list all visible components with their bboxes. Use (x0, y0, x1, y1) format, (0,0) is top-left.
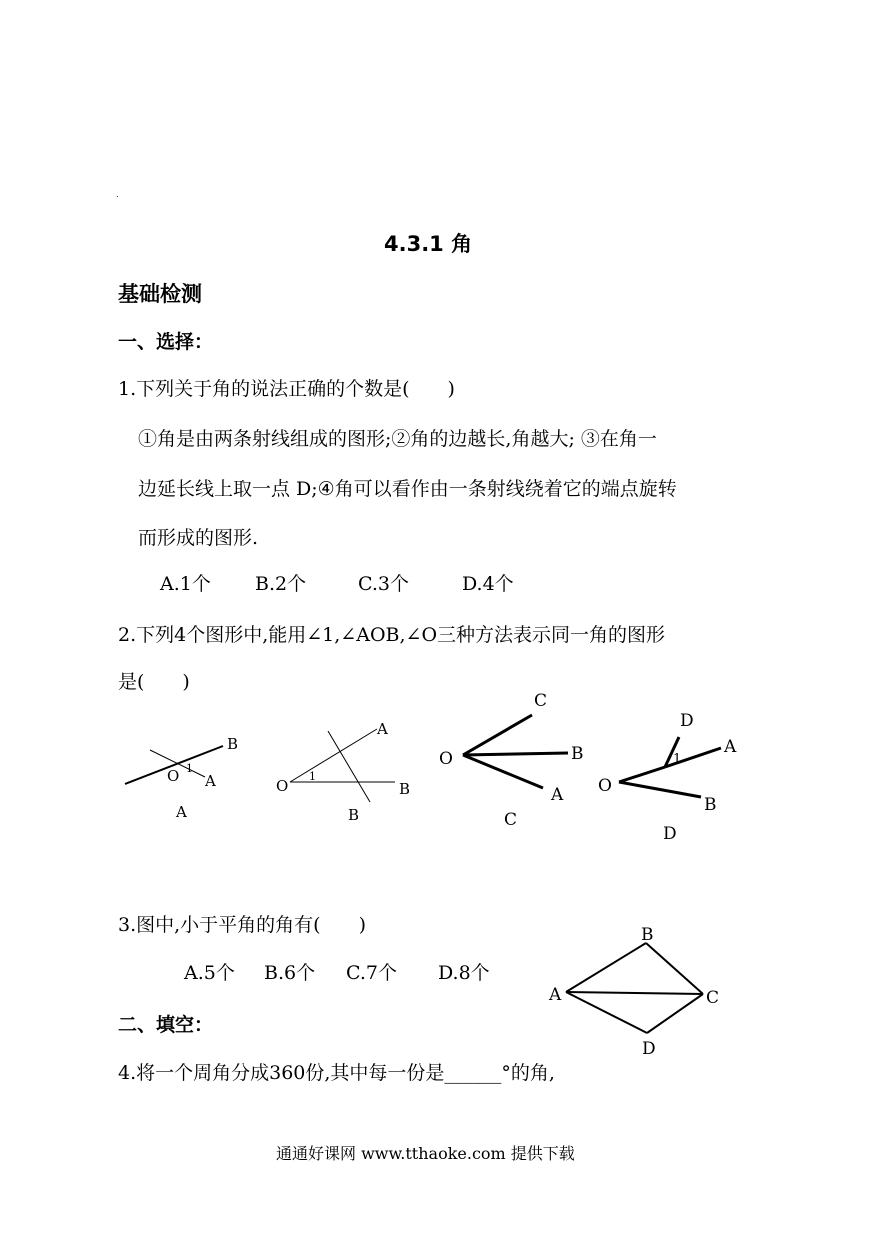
fig-b-cross-line (328, 731, 370, 802)
q1-option-a: A.1个 (160, 573, 211, 595)
q1-stem: 1.下列关于角的说法正确的个数是( ) (118, 378, 455, 400)
part2-heading: 二、填空： (118, 1014, 214, 1036)
fig-a-label-b: B (227, 735, 239, 753)
fig-d-line-ob (619, 782, 701, 797)
fig-b-label-o: O (276, 777, 289, 795)
q3-stem: 3.图中,小于平角的角有( ) (118, 914, 366, 936)
fig-a-label-o: O (167, 767, 180, 785)
fig-a-label-a: A (205, 772, 216, 790)
q2-figure-d (590, 700, 760, 850)
fig-d-label-o: O (598, 776, 612, 796)
fig-b-label-1: 1 (309, 770, 316, 783)
artifact-dot: . (116, 190, 119, 199)
q2-figure-b (270, 712, 420, 827)
fig3-label-c: C (706, 988, 720, 1008)
fig-c-line-ob (463, 753, 568, 755)
fig-d-label-1: 1 (673, 752, 682, 767)
fig3-label-d: D (642, 1039, 656, 1059)
fig-c-line-oc (463, 715, 532, 755)
q4-stem: 4.将一个周角分成360份,其中每一份是______°的角, (118, 1062, 555, 1084)
fig-d-label-b: B (704, 795, 717, 815)
q1-option-d: D.4个 (462, 573, 514, 595)
fig-b-label-b-bottom: B (348, 806, 360, 824)
q1-option-b: B.2个 (255, 573, 307, 595)
q2-stem-line1: 2.下列4个图形中,能用∠1,∠AOB,∠O三种方法表示同一角的图形 (118, 624, 666, 646)
fig-c-line-oa (463, 755, 543, 788)
q2-figure-c (430, 682, 600, 832)
fig-c-label-c: C (534, 691, 548, 711)
q1-option-c: C.3个 (358, 573, 409, 595)
fig3-line-dc (647, 994, 703, 1033)
fig-a-label-1: 1 (186, 762, 193, 775)
fig-b-line-oa (290, 729, 377, 782)
q1-body-line2: 边延长线上取一点 D;④角可以看作由一条射线绕着它的端点旋转 (138, 478, 677, 500)
fig-d-caption: D (663, 824, 677, 844)
fig-c-label-a: A (551, 785, 564, 805)
q2-figure-a (110, 725, 260, 835)
q3-figure-quadrilateral (540, 915, 730, 1065)
q2-stem-line2: 是( ) (118, 671, 190, 693)
q1-body-line3: 而形成的图形. (138, 527, 259, 549)
page-footer: 通通好课网 www.tthaoke.com 提供下载 (276, 1144, 575, 1163)
fig3-label-b: B (641, 925, 654, 945)
fig-c-label-b: B (571, 744, 584, 764)
q3-option-d: D.8个 (438, 962, 490, 984)
q1-body-line1: ①角是由两条射线组成的图形;②角的边越长,角越大; ③在角一 (138, 428, 657, 450)
page-title: 4.3.1 角 (384, 232, 473, 256)
fig3-line-bc (646, 943, 703, 994)
fig-b-label-b-right: B (399, 780, 411, 798)
fig-c-label-o: O (439, 749, 453, 769)
fig3-line-ad (566, 992, 647, 1033)
fig3-label-a: A (549, 985, 562, 1005)
fig-d-label-a: A (724, 737, 737, 757)
fig-c-caption: C (504, 810, 518, 830)
part1-heading: 一、选择： (118, 331, 214, 353)
fig-b-label-a: A (377, 720, 388, 738)
fig-d-label-d-top: D (680, 711, 694, 731)
fig3-line-ab (566, 943, 646, 992)
q3-option-a: A.5个 (184, 962, 235, 984)
q3-option-b: B.6个 (264, 962, 316, 984)
section-heading: 基础检测 (118, 282, 202, 306)
fig-a-caption: A (176, 803, 187, 821)
fig3-line-ac (566, 992, 703, 994)
q3-option-c: C.7个 (346, 962, 397, 984)
fig-d-line-od-extension (619, 767, 665, 782)
